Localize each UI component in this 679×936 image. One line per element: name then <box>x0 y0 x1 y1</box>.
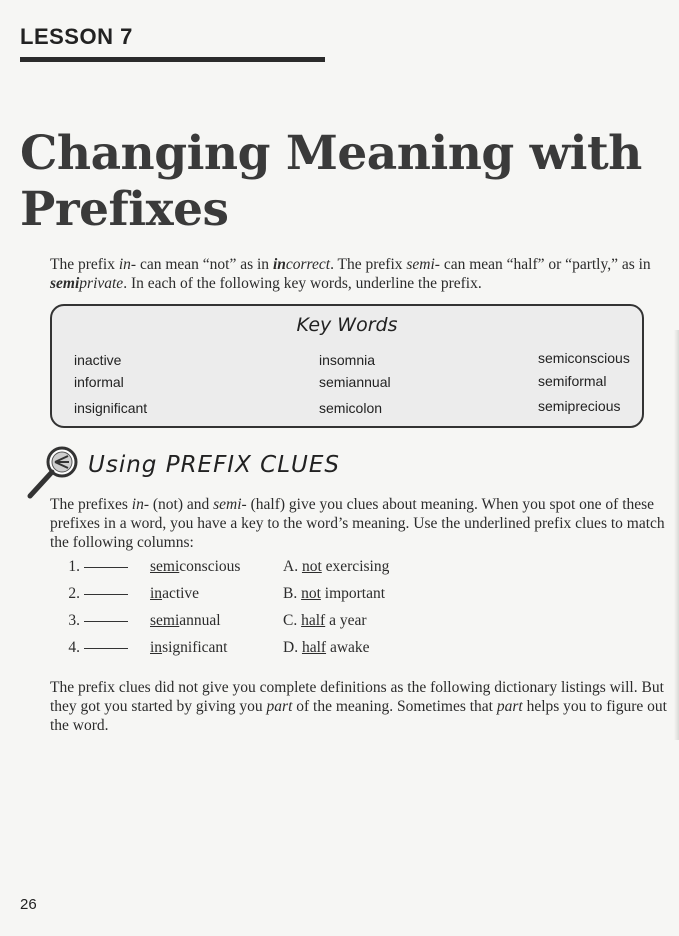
underlined-prefix: in <box>150 639 163 656</box>
page-number: 26 <box>20 896 37 913</box>
answer-blank[interactable] <box>84 621 128 622</box>
word-root: conscious <box>179 558 241 575</box>
match-row-2 <box>62 585 128 603</box>
title-line-1: Changing Meaning with <box>20 126 642 181</box>
match-word <box>150 558 240 576</box>
word-root: active <box>162 585 200 602</box>
def-letter: C. <box>283 612 298 629</box>
title-line-2: Prefixes <box>20 182 229 237</box>
word-root: significant <box>162 639 228 656</box>
example-prefix: in <box>272 256 286 273</box>
clues-heading: Using PREFIX CLUES <box>88 452 340 478</box>
def-clue: not <box>301 558 322 575</box>
match-definition <box>283 558 389 576</box>
prefix-in: in- <box>131 496 149 513</box>
emphasis-part: part <box>496 698 523 715</box>
key-word: semiannual <box>319 374 391 390</box>
match-row-1 <box>62 558 128 576</box>
match-definition <box>283 639 370 657</box>
item-number: 1. <box>68 558 80 575</box>
lesson-label: LESSON 7 <box>20 24 133 49</box>
key-word: insignificant <box>74 400 148 416</box>
answer-blank[interactable] <box>84 594 128 595</box>
answer-blank[interactable] <box>84 648 128 649</box>
def-text: a year <box>325 612 367 629</box>
example-root: private <box>79 275 124 292</box>
clues-paragraph <box>50 495 672 552</box>
intro-text: . The prefix <box>330 256 407 273</box>
def-clue: half <box>301 639 327 656</box>
closing-text: The prefix clues did not give you complete definitions as the following dictionary listings will. But they got you started by giving you <box>50 679 664 715</box>
page-edge-shadow <box>674 330 679 740</box>
prefix-semi: semi- <box>406 256 440 273</box>
intro-text: . In each of the following key words, underline the prefix. <box>123 275 482 292</box>
example-root: correct <box>285 256 331 273</box>
key-word: semicolon <box>319 400 383 416</box>
def-text: important <box>320 585 386 602</box>
example-prefix: semi <box>50 275 80 292</box>
match-definition <box>283 612 367 630</box>
key-word: semiconscious <box>538 350 630 366</box>
key-words-box <box>50 304 644 428</box>
def-clue: not <box>301 585 321 602</box>
magnifying-glass-icon <box>24 442 84 502</box>
match-word <box>150 612 221 630</box>
intro-text: can mean “not” as in <box>136 256 273 273</box>
key-word: insomnia <box>319 352 376 368</box>
item-number: 2. <box>68 585 80 602</box>
answer-blank[interactable] <box>84 567 128 568</box>
key-word: semiprecious <box>538 398 621 414</box>
def-letter: A. <box>283 558 299 575</box>
def-text: exercising <box>321 558 390 575</box>
item-number: 3. <box>68 612 80 629</box>
prefix-in: in- <box>118 256 137 273</box>
key-words-heading: Key Words <box>296 314 398 336</box>
match-definition <box>283 585 385 603</box>
emphasis-part: part <box>266 698 293 715</box>
underlined-prefix: in <box>150 585 163 602</box>
clues-text: The prefixes <box>50 496 132 513</box>
match-word <box>150 639 228 657</box>
intro-text: The prefix <box>50 256 119 273</box>
prefix-semi: semi- <box>213 496 247 513</box>
closing-paragraph <box>50 678 672 735</box>
underlined-prefix: semi <box>150 558 180 575</box>
page-title <box>20 126 660 238</box>
def-clue: half <box>301 612 326 629</box>
def-text: awake <box>326 639 370 656</box>
clues-text: (half) give you clues about meaning. When you spot one of these prefixes in a word, you have a key to the word’s meaning. Use the underlined prefix clues to match the following columns: <box>50 496 665 551</box>
match-row-4 <box>62 639 128 657</box>
closing-text: helps you to figure out the word. <box>50 698 667 734</box>
word-root: annual <box>179 612 221 629</box>
underlined-prefix: semi <box>150 612 180 629</box>
intro-paragraph <box>50 255 670 293</box>
lesson-rule <box>20 57 325 62</box>
key-word: semiformal <box>538 373 607 389</box>
match-word <box>150 585 199 603</box>
def-letter: D. <box>283 639 299 656</box>
key-word: informal <box>74 374 124 390</box>
match-row-3 <box>62 612 128 630</box>
intro-text: can mean “half” or “partly,” as in <box>439 256 651 273</box>
item-number: 4. <box>68 639 80 656</box>
closing-text: of the meaning. Sometimes that <box>292 698 497 715</box>
clues-text: (not) and <box>149 496 214 513</box>
def-letter: B. <box>283 585 298 602</box>
key-word: inactive <box>74 352 122 368</box>
